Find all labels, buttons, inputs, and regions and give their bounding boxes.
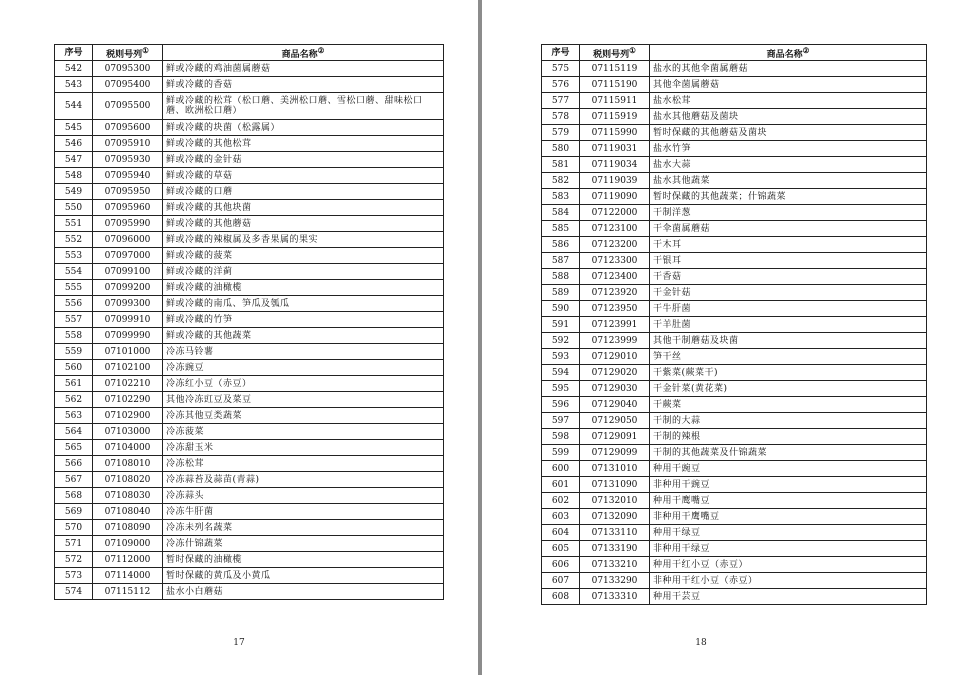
cell-code: 07115190 [580, 77, 650, 93]
table-header-row [542, 45, 927, 61]
table-row [542, 589, 927, 605]
cell-name: 鲜或冷藏的金针菇 [163, 152, 444, 168]
table-row [542, 573, 927, 589]
cell-code: 07123200 [580, 237, 650, 253]
cell-name: 干木耳 [650, 237, 927, 253]
cell-no: 569 [55, 504, 93, 520]
header-code: 税则号列① [580, 45, 650, 61]
cell-name: 鲜或冷藏的辣椒属及多香果属的果实 [163, 232, 444, 248]
cell-no: 574 [55, 584, 93, 600]
cell-name: 干紫菜(蕨菜干) [650, 365, 927, 381]
cell-no: 608 [542, 589, 580, 605]
cell-code: 07096000 [93, 232, 163, 248]
cell-code: 07095990 [93, 216, 163, 232]
cell-name: 干香菇 [650, 269, 927, 285]
table-row [542, 269, 927, 285]
table-row [55, 584, 444, 600]
cell-no: 593 [542, 349, 580, 365]
cell-no: 557 [55, 312, 93, 328]
table-row [542, 509, 927, 525]
cell-no: 589 [542, 285, 580, 301]
cell-code: 07099200 [93, 280, 163, 296]
cell-code: 07101000 [93, 344, 163, 360]
cell-code: 07123400 [580, 269, 650, 285]
table-row [55, 77, 444, 93]
table-row [55, 248, 444, 264]
table-row [542, 317, 927, 333]
cell-name: 冷冻什锦蔬菜 [163, 536, 444, 552]
cell-code: 07095600 [93, 120, 163, 136]
table-row [542, 461, 927, 477]
table-row [55, 344, 444, 360]
cell-code: 07099990 [93, 328, 163, 344]
cell-name: 干制的大蒜 [650, 413, 927, 429]
table-row [542, 333, 927, 349]
table-row [55, 296, 444, 312]
cell-code: 07119090 [580, 189, 650, 205]
header-name: 商品名称② [163, 45, 444, 61]
cell-no: 566 [55, 456, 93, 472]
cell-no: 595 [542, 381, 580, 397]
cell-code: 07108040 [93, 504, 163, 520]
cell-code: 07115990 [580, 125, 650, 141]
cell-name: 干蕨菜 [650, 397, 927, 413]
cell-code: 07132010 [580, 493, 650, 509]
cell-name: 冷冻蒜头 [163, 488, 444, 504]
table-row [542, 365, 927, 381]
table-row [55, 168, 444, 184]
tariff-table-right [541, 44, 927, 605]
cell-code: 07108010 [93, 456, 163, 472]
cell-name: 冷冻牛肝菌 [163, 504, 444, 520]
header-code: 税则号列① [93, 45, 163, 61]
cell-no: 568 [55, 488, 93, 504]
table-row [542, 173, 927, 189]
cell-code: 07133110 [580, 525, 650, 541]
cell-code: 07115919 [580, 109, 650, 125]
table-row [55, 152, 444, 168]
table-row [542, 61, 927, 77]
cell-name: 盐水其他蘑菇及菌块 [650, 109, 927, 125]
cell-no: 553 [55, 248, 93, 264]
cell-no: 578 [542, 109, 580, 125]
table-row [542, 557, 927, 573]
cell-code: 07133190 [580, 541, 650, 557]
cell-no: 572 [55, 552, 93, 568]
cell-name: 盐水其他蔬菜 [650, 173, 927, 189]
cell-name: 暂时保藏的黄瓜及小黄瓜 [163, 568, 444, 584]
cell-no: 561 [55, 376, 93, 392]
cell-name: 干制洋葱 [650, 205, 927, 221]
cell-code: 07115112 [93, 584, 163, 600]
cell-no: 577 [542, 93, 580, 109]
cell-name: 其他冷冻豇豆及菜豆 [163, 392, 444, 408]
table-row [55, 504, 444, 520]
table-row [542, 157, 927, 173]
table-row [55, 552, 444, 568]
table-row [542, 141, 927, 157]
cell-name: 鲜或冷藏的菠菜 [163, 248, 444, 264]
cell-name: 冷冻蒜苔及蒜苗(青蒜) [163, 472, 444, 488]
cell-no: 590 [542, 301, 580, 317]
cell-name: 鲜或冷藏的洋蓟 [163, 264, 444, 280]
cell-name: 鲜或冷藏的其他蔬菜 [163, 328, 444, 344]
cell-no: 600 [542, 461, 580, 477]
cell-no: 548 [55, 168, 93, 184]
cell-name: 鲜或冷藏的油橄榄 [163, 280, 444, 296]
table-row [542, 349, 927, 365]
table-row [55, 61, 444, 77]
cell-name: 种用干芸豆 [650, 589, 927, 605]
cell-code: 07095400 [93, 77, 163, 93]
cell-code: 07129050 [580, 413, 650, 429]
cell-no: 545 [55, 120, 93, 136]
cell-name: 盐水松茸 [650, 93, 927, 109]
table-row [55, 312, 444, 328]
cell-name: 冷冻菠菜 [163, 424, 444, 440]
cell-code: 07123991 [580, 317, 650, 333]
cell-code: 07131090 [580, 477, 650, 493]
table-row [542, 189, 927, 205]
cell-code: 07108030 [93, 488, 163, 504]
cell-no: 602 [542, 493, 580, 509]
cell-name: 冷冻其他豆类蔬菜 [163, 408, 444, 424]
table-row [542, 541, 927, 557]
cell-name: 鲜或冷藏的其他块菌 [163, 200, 444, 216]
cell-code: 07104000 [93, 440, 163, 456]
header-no: 序号 [55, 45, 93, 61]
cell-no: 591 [542, 317, 580, 333]
cell-code: 07103000 [93, 424, 163, 440]
right-page [482, 0, 960, 675]
page-number: 18 [695, 638, 707, 648]
table-row [55, 568, 444, 584]
cell-no: 587 [542, 253, 580, 269]
table-row [542, 429, 927, 445]
cell-code: 07123100 [580, 221, 650, 237]
cell-name: 种用干绿豆 [650, 525, 927, 541]
cell-code: 07122000 [580, 205, 650, 221]
cell-code: 07114000 [93, 568, 163, 584]
table-row [55, 520, 444, 536]
table-row [55, 184, 444, 200]
cell-code: 07123950 [580, 301, 650, 317]
table-row [542, 221, 927, 237]
cell-no: 575 [542, 61, 580, 77]
cell-no: 576 [542, 77, 580, 93]
cell-code: 07129091 [580, 429, 650, 445]
cell-code: 07119031 [580, 141, 650, 157]
cell-name: 种用干红小豆（赤豆） [650, 557, 927, 573]
cell-name: 鲜或冷藏的松茸（松口蘑、美洲松口蘑、雪松口蘑、甜味松口蘑、欧洲松口蘑） [163, 93, 444, 120]
table-row [542, 109, 927, 125]
table-row [55, 392, 444, 408]
cell-no: 604 [542, 525, 580, 541]
cell-name: 干金针菜(黄花菜) [650, 381, 927, 397]
cell-name: 非种用干绿豆 [650, 541, 927, 557]
cell-code: 07129010 [580, 349, 650, 365]
cell-no: 563 [55, 408, 93, 424]
cell-code: 07123920 [580, 285, 650, 301]
cell-no: 588 [542, 269, 580, 285]
cell-code: 07112000 [93, 552, 163, 568]
cell-no: 560 [55, 360, 93, 376]
cell-name: 干羊肚菌 [650, 317, 927, 333]
header-name: 商品名称② [650, 45, 927, 61]
table-row [55, 216, 444, 232]
cell-no: 607 [542, 573, 580, 589]
cell-name: 冷冻红小豆（赤豆） [163, 376, 444, 392]
cell-code: 07115119 [580, 61, 650, 77]
cell-code: 07133210 [580, 557, 650, 573]
cell-no: 558 [55, 328, 93, 344]
cell-name: 冷冻未列名蔬菜 [163, 520, 444, 536]
cell-name: 种用干鹰嘴豆 [650, 493, 927, 509]
cell-no: 549 [55, 184, 93, 200]
cell-name: 冷冻松茸 [163, 456, 444, 472]
cell-name: 冷冻甜玉米 [163, 440, 444, 456]
cell-name: 鲜或冷藏的草菇 [163, 168, 444, 184]
table-row [542, 445, 927, 461]
cell-no: 579 [542, 125, 580, 141]
cell-no: 567 [55, 472, 93, 488]
cell-code: 07099300 [93, 296, 163, 312]
cell-no: 564 [55, 424, 93, 440]
cell-no: 559 [55, 344, 93, 360]
cell-code: 07099100 [93, 264, 163, 280]
cell-name: 鲜或冷藏的鸡油菌属蘑菇 [163, 61, 444, 77]
table-row [55, 408, 444, 424]
table-row [542, 493, 927, 509]
table-row [55, 472, 444, 488]
tariff-table-left [54, 44, 444, 600]
cell-code: 07102900 [93, 408, 163, 424]
cell-code: 07131010 [580, 461, 650, 477]
cell-code: 07095940 [93, 168, 163, 184]
cell-name: 冷冻马铃薯 [163, 344, 444, 360]
header-no: 序号 [542, 45, 580, 61]
cell-code: 07095500 [93, 93, 163, 120]
cell-name: 非种用干豌豆 [650, 477, 927, 493]
cell-name: 非种用干红小豆（赤豆） [650, 573, 927, 589]
cell-code: 07102290 [93, 392, 163, 408]
table-row [55, 264, 444, 280]
cell-code: 07133310 [580, 589, 650, 605]
table-row [55, 328, 444, 344]
cell-name: 其他干制蘑菇及块菌 [650, 333, 927, 349]
cell-name: 鲜或冷藏的口蘑 [163, 184, 444, 200]
left-page [0, 0, 478, 675]
cell-name: 盐水的其他伞菌属蘑菇 [650, 61, 927, 77]
cell-no: 546 [55, 136, 93, 152]
cell-no: 551 [55, 216, 93, 232]
table-body-right [542, 61, 927, 605]
cell-code: 07129040 [580, 397, 650, 413]
cell-code: 07129030 [580, 381, 650, 397]
cell-name: 鲜或冷藏的竹笋 [163, 312, 444, 328]
cell-name: 种用干豌豆 [650, 461, 927, 477]
page-number: 17 [233, 638, 245, 648]
table-row [55, 280, 444, 296]
table-row [55, 232, 444, 248]
cell-no: 571 [55, 536, 93, 552]
table-row [55, 200, 444, 216]
cell-code: 07095950 [93, 184, 163, 200]
cell-name: 干牛肝菌 [650, 301, 927, 317]
cell-no: 582 [542, 173, 580, 189]
cell-no: 554 [55, 264, 93, 280]
cell-code: 07095960 [93, 200, 163, 216]
cell-code: 07102210 [93, 376, 163, 392]
cell-code: 07097000 [93, 248, 163, 264]
cell-code: 07132090 [580, 509, 650, 525]
cell-name: 干制的其他蔬菜及什锦蔬菜 [650, 445, 927, 461]
cell-no: 583 [542, 189, 580, 205]
cell-no: 605 [542, 541, 580, 557]
table-row [542, 205, 927, 221]
cell-no: 586 [542, 237, 580, 253]
cell-name: 盐水竹笋 [650, 141, 927, 157]
table-row [542, 125, 927, 141]
table-row [55, 136, 444, 152]
cell-code: 07133290 [580, 573, 650, 589]
cell-code: 07123999 [580, 333, 650, 349]
table-row [55, 360, 444, 376]
table-row [542, 525, 927, 541]
cell-name: 鲜或冷藏的其他松茸 [163, 136, 444, 152]
table-row [542, 253, 927, 269]
table-row [542, 237, 927, 253]
table-row [55, 440, 444, 456]
cell-no: 556 [55, 296, 93, 312]
cell-name: 鲜或冷藏的南瓜、笋瓜及瓠瓜 [163, 296, 444, 312]
cell-no: 594 [542, 365, 580, 381]
table-row [542, 301, 927, 317]
table-row [542, 93, 927, 109]
cell-no: 573 [55, 568, 93, 584]
cell-name: 干制的辣根 [650, 429, 927, 445]
cell-name: 非种用干鹰嘴豆 [650, 509, 927, 525]
cell-name: 干银耳 [650, 253, 927, 269]
table-row [55, 424, 444, 440]
cell-code: 07119034 [580, 157, 650, 173]
cell-name: 冷冻豌豆 [163, 360, 444, 376]
cell-no: 585 [542, 221, 580, 237]
table-row [55, 456, 444, 472]
cell-name: 盐水大蒜 [650, 157, 927, 173]
cell-code: 07129020 [580, 365, 650, 381]
cell-no: 592 [542, 333, 580, 349]
cell-name: 干伞菌属蘑菇 [650, 221, 927, 237]
table-row [542, 397, 927, 413]
cell-code: 07109000 [93, 536, 163, 552]
cell-code: 07108090 [93, 520, 163, 536]
table-row [542, 77, 927, 93]
cell-name: 干金针菇 [650, 285, 927, 301]
table-row [542, 413, 927, 429]
cell-name: 暂时保藏的其他蘑菇及菌块 [650, 125, 927, 141]
cell-no: 544 [55, 93, 93, 120]
cell-no: 584 [542, 205, 580, 221]
cell-name: 其他伞菌属蘑菇 [650, 77, 927, 93]
cell-no: 603 [542, 509, 580, 525]
cell-no: 597 [542, 413, 580, 429]
cell-no: 562 [55, 392, 93, 408]
cell-code: 07108020 [93, 472, 163, 488]
cell-code: 07102100 [93, 360, 163, 376]
cell-name: 鲜或冷藏的块菌（松露属） [163, 120, 444, 136]
table-row [55, 93, 444, 120]
cell-code: 07095930 [93, 152, 163, 168]
cell-no: 543 [55, 77, 93, 93]
table-row [55, 120, 444, 136]
cell-no: 547 [55, 152, 93, 168]
cell-code: 07123300 [580, 253, 650, 269]
table-header-row [55, 45, 444, 61]
cell-code: 07129099 [580, 445, 650, 461]
cell-code: 07115911 [580, 93, 650, 109]
cell-no: 552 [55, 232, 93, 248]
cell-no: 596 [542, 397, 580, 413]
cell-no: 580 [542, 141, 580, 157]
table-row [55, 488, 444, 504]
cell-no: 601 [542, 477, 580, 493]
cell-code: 07095910 [93, 136, 163, 152]
cell-name: 鲜或冷藏的香菇 [163, 77, 444, 93]
table-row [55, 376, 444, 392]
table-row [542, 381, 927, 397]
cell-code: 07095300 [93, 61, 163, 77]
cell-name: 暂时保藏的其他蔬菜；什锦蔬菜 [650, 189, 927, 205]
cell-no: 565 [55, 440, 93, 456]
table-row [55, 536, 444, 552]
cell-no: 598 [542, 429, 580, 445]
cell-no: 542 [55, 61, 93, 77]
cell-name: 盐水小白蘑菇 [163, 584, 444, 600]
table-row [542, 285, 927, 301]
cell-no: 555 [55, 280, 93, 296]
cell-no: 581 [542, 157, 580, 173]
cell-no: 550 [55, 200, 93, 216]
cell-code: 07099910 [93, 312, 163, 328]
table-row [542, 477, 927, 493]
cell-code: 07119039 [580, 173, 650, 189]
cell-no: 599 [542, 445, 580, 461]
table-body-left [55, 61, 444, 600]
cell-name: 暂时保藏的油橄榄 [163, 552, 444, 568]
cell-name: 鲜或冷藏的其他蘑菇 [163, 216, 444, 232]
cell-no: 570 [55, 520, 93, 536]
cell-no: 606 [542, 557, 580, 573]
cell-name: 笋干丝 [650, 349, 927, 365]
